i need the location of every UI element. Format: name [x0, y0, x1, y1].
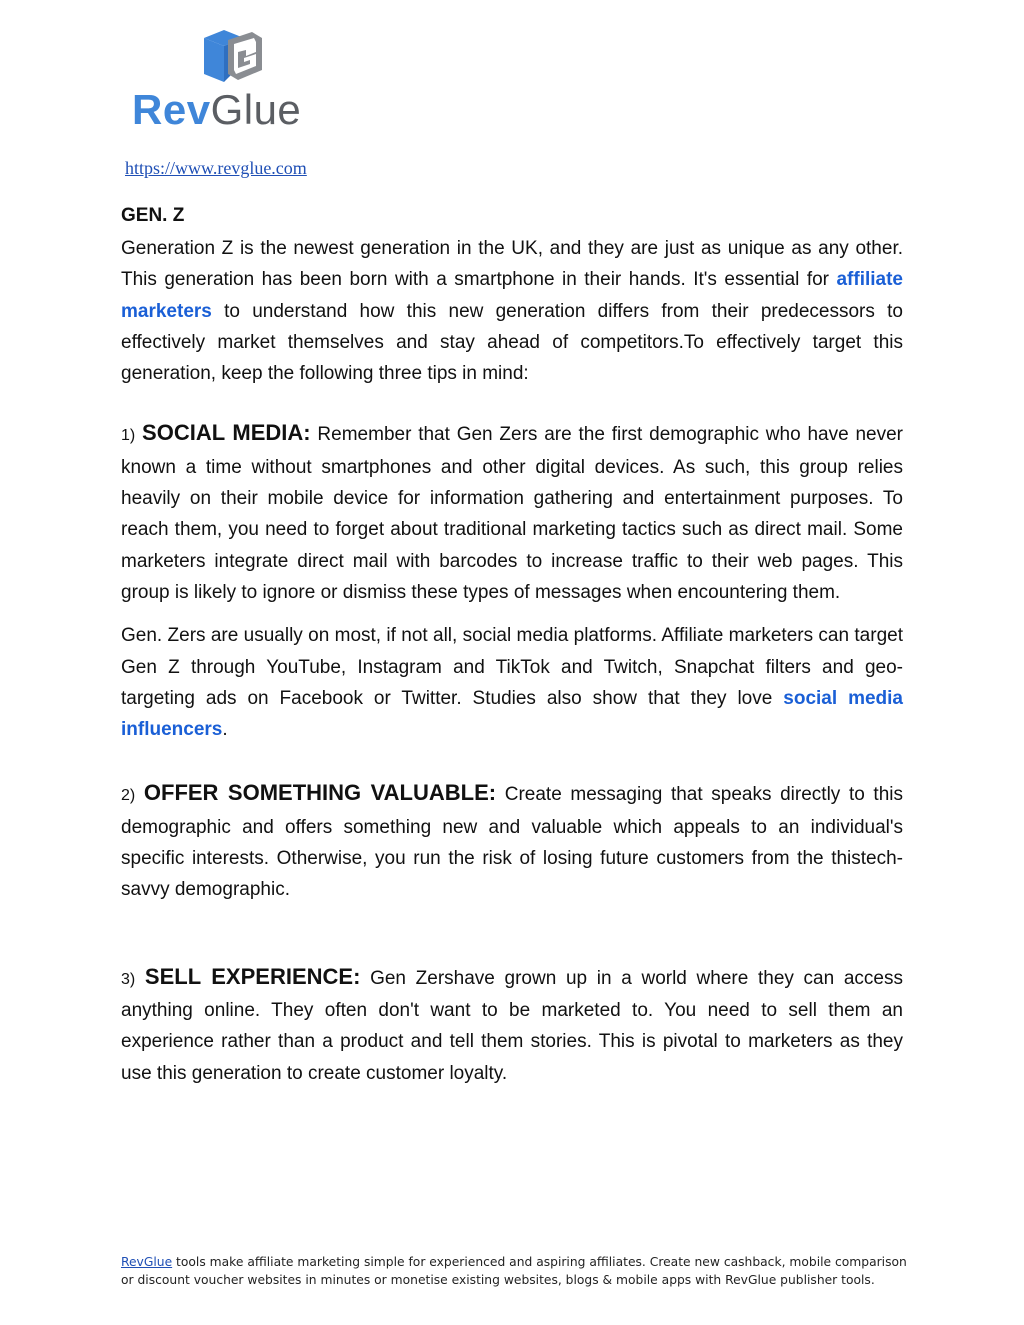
- footer-revglue-link[interactable]: RevGlue: [121, 1255, 173, 1269]
- tip3-body: Gen Zershave grown up in a world where they can access anything online. They often don't want to be marketed to. You need to sell them an experience rather than a product and tell them stories. This is pivotal to marketers as they use this generation to create customer loyalty.: [121, 967, 903, 1084]
- tip1-title: SOCIAL MEDIA:: [142, 420, 311, 446]
- logo-rev-text: Rev: [132, 86, 211, 133]
- intro-paragraph: [121, 233, 903, 389]
- affiliate-marketers-link[interactable]: affiliate marketers: [121, 269, 903, 322]
- tip-offer-something-valuable: [121, 777, 903, 905]
- tip2-number: 2): [121, 787, 136, 805]
- page-footer: [121, 1253, 911, 1289]
- tip-social-media: [121, 417, 903, 608]
- tip2-body: Create messaging that speaks directly to this demographic and offers something new and valuable which appeals to an individual's specific interests. Otherwise, you run the risk of losing future customers from the thistech-savvy demographic.: [121, 784, 904, 901]
- article-body: [121, 203, 903, 1089]
- tip1-body: Remember that Gen Zers are the first demographic who have never known a time without smartphones and other digital devices. As such, this group relies heavily on their mobile device for information gathering and entertainment purposes. To reach them, you need to forget about traditional marketing tactics such as direct mail. Some marketers integrate direct mail with barcodes to increase traffic to their web pages. This group is likely to ignore or dismiss these types of messages when encountering them.: [121, 424, 903, 603]
- tip-social-media-para2: [121, 620, 903, 745]
- tip3-number: 3): [121, 970, 136, 988]
- article-title: GEN. Z: [121, 205, 185, 226]
- footer-text: tools make affiliate marketing simple for experienced and aspiring affiliates. Create new cashback, mobile comparison or discount voucher websites in minutes or monetise existing websites, blogs & mobile apps with RevGlue publisher tools.: [121, 1255, 907, 1287]
- tip3-title: SELL EXPERIENCE:: [144, 963, 361, 989]
- intro-text-1: Generation Z is the newest generation in the UK, and they are just as unique as any other. This generation has been born with a smartphone in their hands. It's essential for: [121, 238, 903, 291]
- logo-glue-text: Glue: [210, 86, 302, 133]
- tip1-number: 1): [121, 427, 136, 445]
- tip2-title: OFFER SOMETHING VALUABLE:: [143, 780, 497, 806]
- site-url-link[interactable]: https://www.revglue.com: [125, 158, 307, 178]
- tip1-para2-text: Gen. Zers are usually on most, if not all, social media platforms. Affiliate marketers can target Gen Z through YouTube, Instagram and TikTok and Twitch, Snapchat filters and geo-targeting ads on Facebook or Twitter. Studies also show that they love: [121, 625, 903, 709]
- revglue-wordmark: [132, 86, 301, 134]
- tip1-para2-end: .: [222, 719, 228, 741]
- revglue-cube-g-logo-icon: [194, 30, 264, 90]
- revglue-logo[interactable]: [132, 30, 332, 133]
- social-media-influencers-link[interactable]: social media influencers: [121, 687, 903, 741]
- tip-sell-experience: [121, 961, 903, 1089]
- intro-text-2: to understand how this new generation differs from their predecessors to effectively market themselves and stay ahead of competitors.To effectively target this generation, keep the following three tips in mind:: [121, 300, 903, 385]
